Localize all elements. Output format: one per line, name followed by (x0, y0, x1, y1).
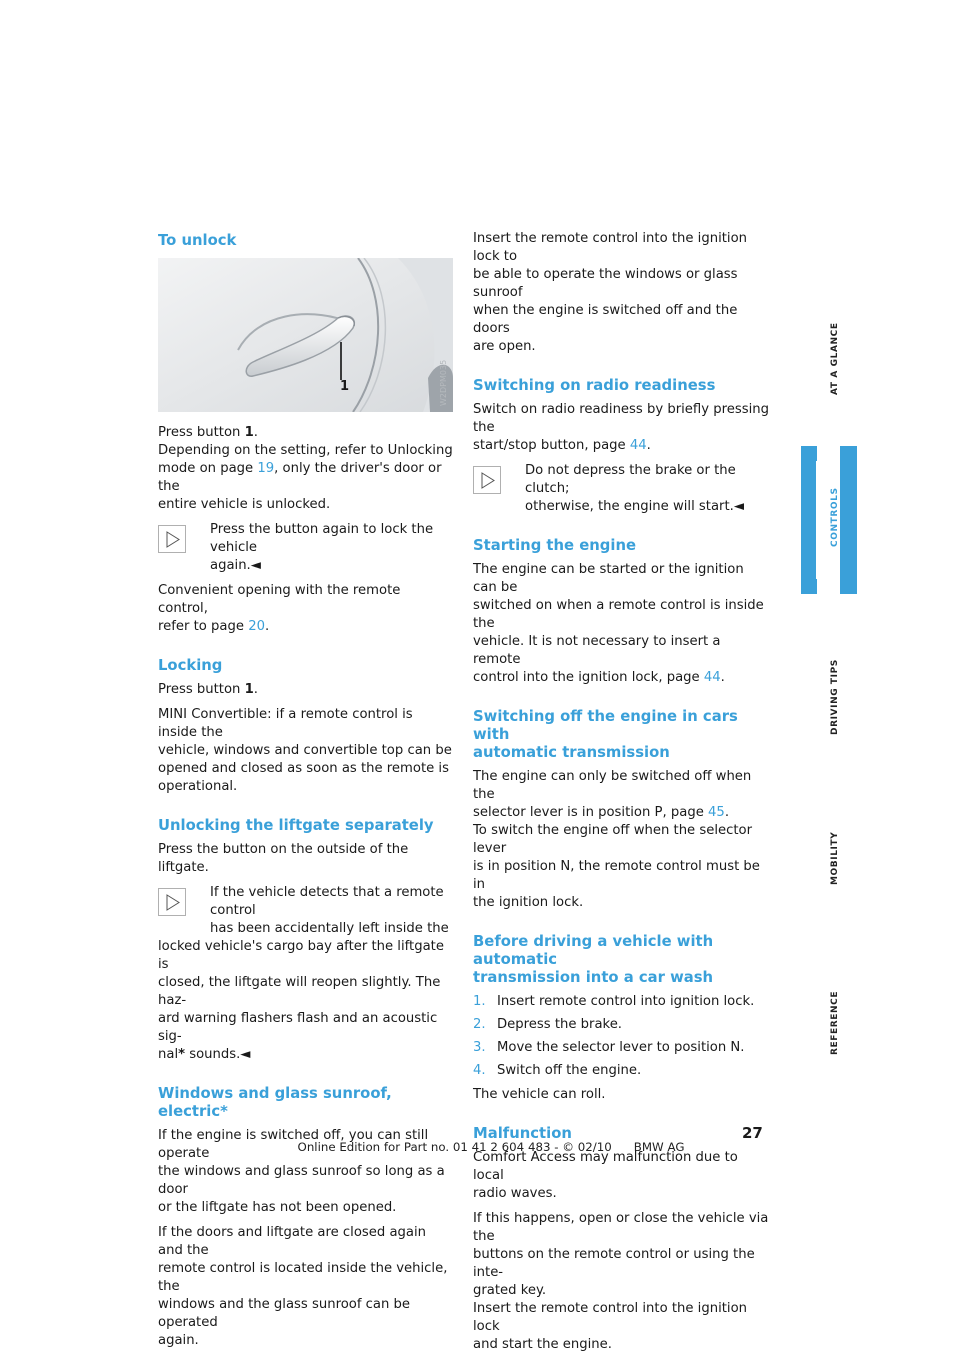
intro-4: are open. (473, 339, 536, 354)
malfunction-p2-3: grated key. (473, 1283, 547, 1298)
starting-text-2: switched on when a remote control is inside the (473, 598, 764, 631)
locking-text-1: MINI Convertible: if a remote control is inside the (158, 707, 413, 740)
heading-radio: Switching on radio readiness (473, 377, 716, 394)
list-item: 1. Insert remote control into ignition lock. (473, 994, 755, 1009)
note-icon (473, 466, 501, 494)
malfunction-p1-2: radio waves. (473, 1186, 557, 1201)
heading-car-wash: Before driving a vehicle with automatic transmission into a car wash (473, 933, 714, 986)
windows-p1-2: the windows and glass sunroof so long as a door (158, 1164, 445, 1197)
note-liftgate: If the vehicle detects that a remote control has been accidentally left inside the locked vehicle's cargo bay after the liftgate is closed, the liftgate will reopen slightly. The haz- ard warning flashers flash and an acoustic sig- nal* sounds.◄ (158, 885, 449, 1062)
switching-off-text-3: To switch the engine off when the selector lever (473, 823, 753, 856)
star-icon: * (178, 1047, 186, 1062)
locking-text-2: vehicle, windows and convertible top can be (158, 743, 452, 758)
starting-text-1: The engine can be started or the ignition can be (473, 562, 744, 595)
starting-text-4: control into the ignition lock, page 44. (473, 670, 725, 685)
heading-liftgate: Unlocking the liftgate separately (158, 817, 434, 834)
tab-reference[interactable]: REFERENCE (830, 990, 840, 1055)
tab-driving-tips[interactable]: DRIVING TIPS (830, 659, 840, 735)
car-wash-after: The vehicle can roll. (473, 1087, 606, 1102)
intro-2: be able to operate the windows or glass sunroof (473, 267, 738, 300)
radio-text-1: Switch on radio readiness by briefly pressing the (473, 402, 769, 435)
end-marker: ◄ (250, 558, 261, 573)
switching-off-text-1: The engine can only be switched off when the (473, 769, 752, 802)
radio-text-2: start/stop button, page 44. (473, 438, 651, 453)
depending-line-2: mode on page 19, only the driver's door or the (158, 461, 442, 494)
locking-text-4: operational. (158, 779, 238, 794)
page-link-19[interactable]: 19 (257, 461, 275, 476)
malfunction-p2-1: If this happens, open or close the vehicle via the (473, 1211, 769, 1244)
switching-off-text-2: selector lever is in position P, page 45. (473, 805, 730, 820)
page-link-44-b[interactable]: 44 (703, 670, 721, 685)
page-number: 27 (742, 1124, 763, 1142)
heading-locking: Locking (158, 657, 223, 674)
press-button-text: Press button 1. (158, 425, 258, 440)
malfunction-p2-4: Insert the remote control into the ignition lock (473, 1301, 747, 1334)
heading-starting: Starting the engine (473, 537, 637, 554)
windows-p2-3: windows and the glass sunroof can be operated (158, 1297, 411, 1330)
depending-line-3: entire vehicle is unlocked. (158, 497, 331, 512)
switching-off-text-4: is in position N, the remote control must be in (473, 859, 760, 892)
convenient-line-2: refer to page 20. (158, 619, 270, 634)
tab-mobility[interactable]: MOBILITY (830, 831, 840, 885)
intro-3: when the engine is switched off and the doors (473, 303, 738, 336)
left-column (158, 230, 454, 1357)
heading-windows: Windows and glass sunroof, electric* (158, 1085, 392, 1120)
malfunction-p1-1: Comfort Access may malfunction due to local (473, 1150, 738, 1183)
intro-1: Insert the remote control into the ignition lock to (473, 231, 747, 264)
starting-text-3: vehicle. It is not necessary to insert a remote (473, 634, 721, 667)
liftgate-text: Press the button on the outside of the liftgate. (158, 842, 409, 875)
depending-line-1: Depending on the setting, refer to Unlocking (158, 443, 453, 458)
tab-controls[interactable]: CONTROLS (830, 487, 840, 547)
door-handle-drawing (158, 258, 453, 412)
switching-off-text-5: the ignition lock. (473, 895, 584, 910)
heading-switching-off: Switching off the engine in cars with automatic transmission (473, 708, 738, 761)
convenient-line-1: Convenient opening with the remote control, (158, 583, 401, 616)
note-icon (158, 525, 186, 553)
page-link-45[interactable]: 45 (708, 805, 725, 820)
list-item: 4. Switch off the engine. (473, 1063, 642, 1078)
right-column (473, 230, 769, 1361)
page-link-20[interactable]: 20 (248, 619, 265, 634)
note-lock-again: Press the button again to lock the vehicle again.◄ (158, 521, 454, 575)
heading-malfunction: Malfunction (473, 1125, 572, 1142)
windows-p1-3: or the liftgate has not been opened. (158, 1200, 397, 1215)
svg-text:W2DPM035: W2DPM035 (439, 359, 448, 406)
windows-p1-1: If the engine is switched off, you can still operate (158, 1128, 429, 1161)
controls-tab-frame (801, 446, 817, 594)
windows-p2-2: remote control is located inside the vehicle, the (158, 1261, 448, 1294)
windows-p2-1: If the doors and liftgate are closed again and the (158, 1225, 426, 1258)
list-item: 3. Move the selector lever to position N. (473, 1040, 745, 1055)
list-item: 2. Depress the brake. (473, 1017, 622, 1032)
note-radio: Do not depress the brake or the clutch; otherwise, the engine will start.◄ (473, 462, 769, 516)
car-wash-steps (473, 993, 769, 1080)
malfunction-p2-2: buttons on the remote control or using the inte- (473, 1247, 755, 1280)
malfunction-p2-5: and start the engine. (473, 1337, 612, 1352)
footer: Online Edition for Part no. 01 41 2 604 483 - © 02/10 BMW AG (297, 1140, 685, 1154)
callout-label: 1 (340, 379, 350, 394)
locking-text-3: opened and closed as soon as the remote is (158, 761, 449, 776)
heading-to-unlock: To unlock (158, 232, 237, 249)
page-link-44[interactable]: 44 (629, 438, 647, 453)
tab-at-a-glance[interactable]: AT A GLANCE (830, 322, 840, 395)
locking-press-button: Press button 1. (158, 682, 258, 697)
note-icon (158, 888, 186, 916)
door-handle-illustration (158, 258, 453, 412)
windows-p2-4: again. (158, 1333, 199, 1348)
